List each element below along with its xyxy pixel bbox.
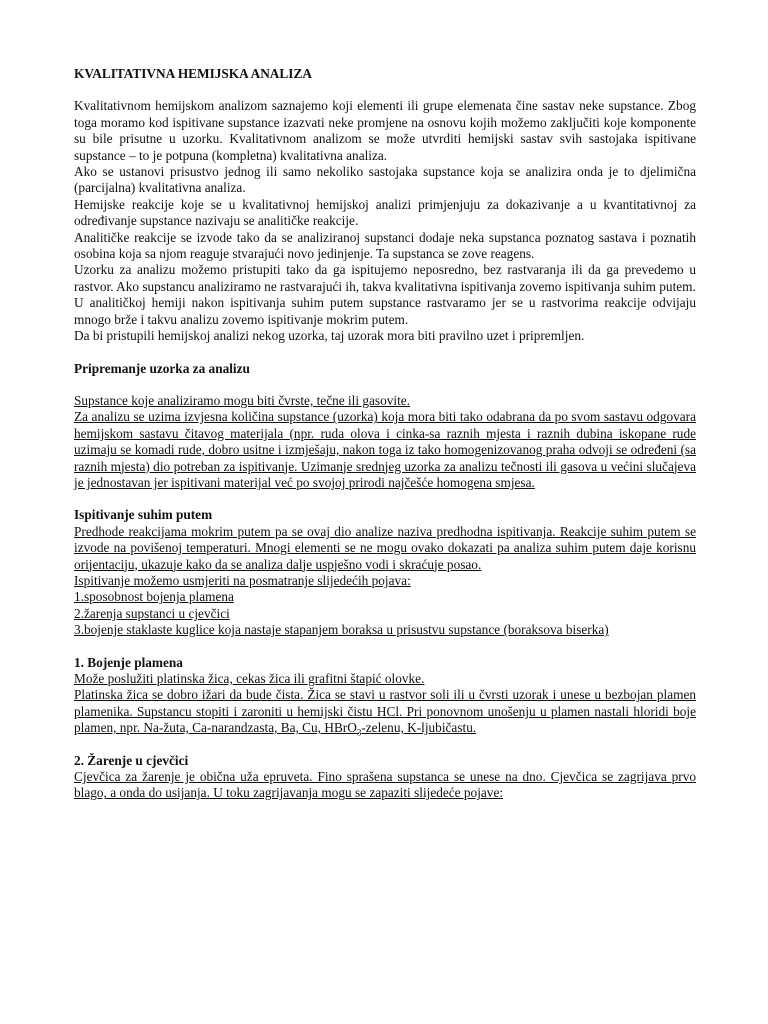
intro-paragraph: U analitičkoj hemiji nakon ispitivanja suhim putem supstance rastvaramo jer se u rastvorima reakcije odvijaju mnogo brže i takvu analizu zovemo ispitivanje mokrim putem. xyxy=(74,295,696,327)
zarenje-section xyxy=(74,769,696,802)
section-heading-suhim: Ispitivanje suhim putem xyxy=(74,507,213,523)
intro-paragraph: Hemijske reakcije koje se u kvalitativnoj hemijskoj analizi primjenjuju za dokazivanje a u kvantitativnoj za određivanje supstance nazivaju se analitičke reakcije. xyxy=(74,196,696,229)
suhim-list-item: 2.žarenja supstanci u cjevčici xyxy=(74,605,230,621)
intro-paragraph: Uzorku za analizu možemo pristupiti tako da ga ispitujemo neposredno, bez rastvaranja ili da ga prevedemo u rastvor. Ako supstancu analiziramo ne rastvarajući ih, takva kvalitativna ispitivanja zovemo ispitivanja suhim putem. xyxy=(74,262,696,294)
section-heading-priprema: Pripremanje uzorka za analizu xyxy=(74,360,250,376)
section-heading-zarenje: 2. Žarenje u cjevčici xyxy=(74,752,189,768)
intro-section xyxy=(74,98,696,344)
priprema-section xyxy=(74,393,696,491)
bojenje-text-end: -zelenu, K-ljubičastu. xyxy=(361,720,477,736)
bojenje-text: Platinska žica se dobro ižari da bude čista. Žica se stavi u rastvor soli ili u čvrsti uzorak i unese u bezbojan plamen plamenika. Supstancu stopiti i zaroniti u hemijski čistu HCl. Pri ponovnom unošenju u plamen nastali hloridi boje plamen, npr. Na-žuta, Ca-narandzasta, Ba, Cu, HBrO xyxy=(74,687,696,736)
priprema-paragraph: Supstance koje analiziramo mogu biti čvrste, tečne ili gasovite. xyxy=(74,392,411,408)
bojenje-paragraph: Može poslužiti platinska žica, cekas žica ili grafitni štapić olovke. xyxy=(74,671,425,686)
bojenje-paragraph xyxy=(74,687,696,736)
suhim-section xyxy=(74,524,696,639)
suhim-list-item: 1.sposobnost bojenja plamena xyxy=(74,589,234,605)
zarenje-paragraph: Cjevčica za žarenje je obična uža epruveta. Fino sprašena supstanca se unese na dno. Cjevčica se zagrijava prvo blago, a onda do usijanja. U toku zagrijavanja mogu se zapaziti slijedeće pojave: xyxy=(74,769,696,801)
intro-paragraph: Kvalitativnom hemijskom analizom saznajemo koji elementi ili grupe elemenata čine sastav neke supstance. Zbog toga moramo kod ispitivane supstance izazvati neke promjene na osnovu kojih možemo zaključiti koje komponente su bile prisutne u uzorku. Kvalitativnom analizom se može utvrditi hemijski sastav svih sastojaka ispitivane supstance – to je potpuna (kompletna) kvalitativna analiza. xyxy=(74,98,696,163)
suhim-list-item: 3.bojenje staklaste kuglice koja nastaje stapanjem boraksa u prisustvu supstance (boraksova biserka) xyxy=(74,622,609,638)
intro-paragraph: Ako se ustanovi prisustvo jednog ili samo nekoliko sastojaka supstance koja se analizira onda je to djelimična (parcijalna) kvalitativna analiza. xyxy=(74,164,696,196)
document-page xyxy=(74,66,696,802)
intro-paragraph: Da bi pristupili hemijskoj analizi nekog uzorka, taj uzorak mora biti pravilno uzet i pripremljen. xyxy=(74,328,585,344)
suhim-paragraph: Predhode reakcijama mokrim putem pa se ovaj dio analize naziva predhodna ispitivanja. Reakcije suhim putem se izvode na povišenoj temperaturi. Mnogi elementi se ne mogu ovako dokazati pa analiza suhim putem daje korisnu orijentaciju, ukazuje kako da se analiza dalje uspješno vodi i skraćuje posao. xyxy=(74,523,696,572)
subscript: 3 xyxy=(356,727,362,738)
section-heading-bojenje: 1. Bojenje plamena xyxy=(74,654,183,670)
intro-paragraph: Analitičke reakcije se izvode tako da se analiziranoj supstanci dodaje neka supstanca poznatog sastava i poznatih osobina koja sa njom reaguje stvarajući novo jedinjenje. Ta supstanca se zove reagens. xyxy=(74,229,696,262)
document-title: KVALITATIVNA HEMIJSKA ANALIZA xyxy=(74,66,312,81)
suhim-paragraph: Ispitivanje možemo usmjeriti na posmatranje slijedećih pojava: xyxy=(74,572,411,588)
priprema-paragraph: Za analizu se uzima izvjesna količina supstance (uzorka) koja mora biti tako odabrana da po svom sastavu odgovara hemijskom sastavu čitavog materijala (npr. ruda olova i cinka-sa raznih mjesta i raznih dubina iskopane rude uzimaju se komadi rude, dobro usitne i izmješaju, nakon toga iz tako homogenizovanog praha odvoji se određeni (sa raznih mjesta) dio potreban za ispitivanje. Uzimanje srednjeg uzorka za analizu tečnosti ili gasova u većini slučajeva je jednostavan jer ispitivani materijal već po svojoj prirodi najčešće homogena smjesa. xyxy=(74,409,696,490)
bojenje-section xyxy=(74,671,696,737)
